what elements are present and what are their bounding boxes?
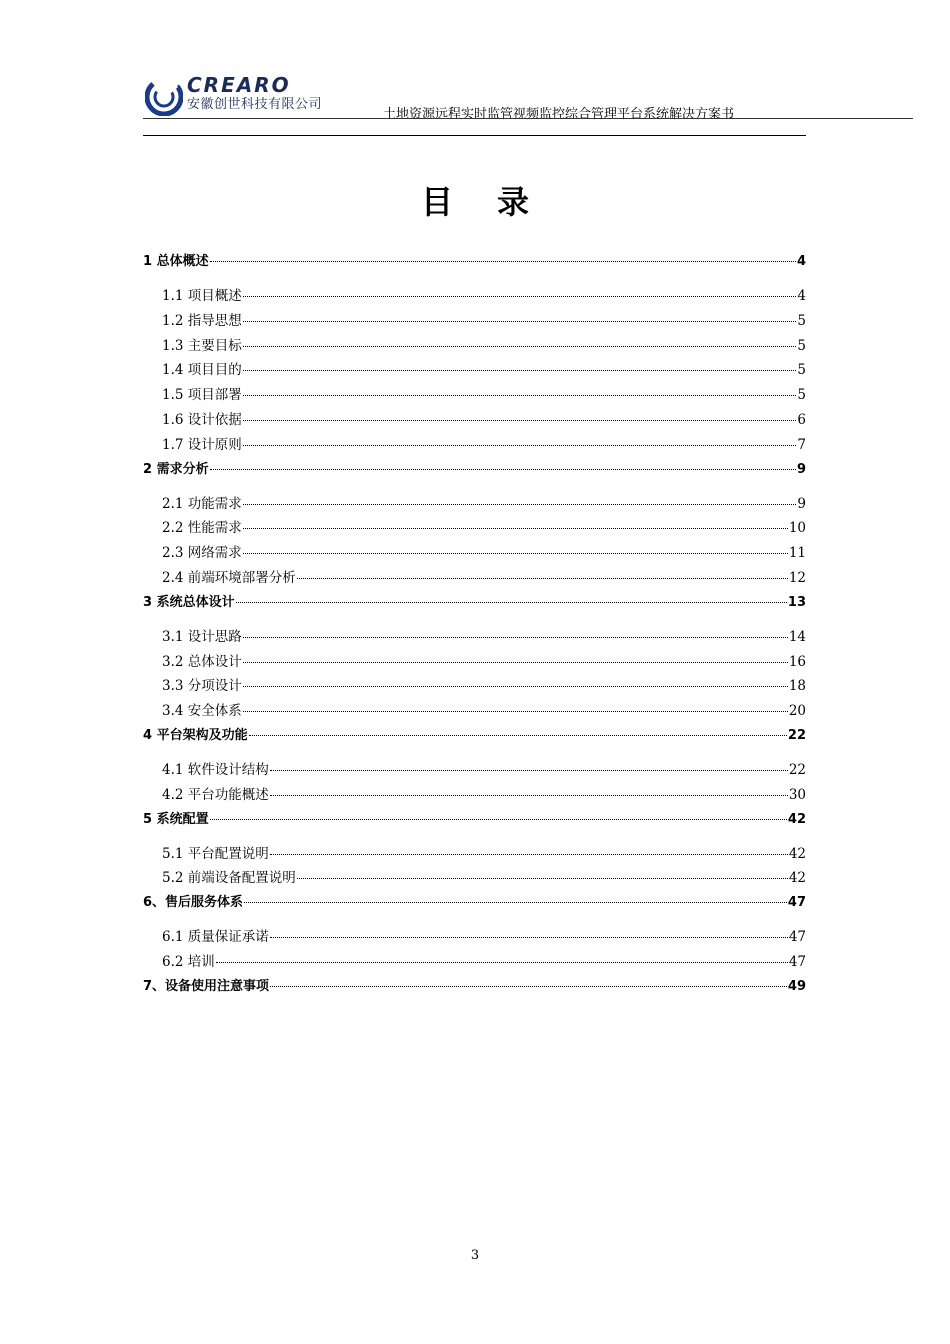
toc-entry-label: 6.2 培训 — [162, 953, 215, 970]
toc-dot-leader — [270, 937, 788, 938]
header-rule-thick — [143, 135, 806, 136]
toc-dot-leader — [297, 578, 788, 579]
toc-dot-leader — [249, 735, 787, 736]
toc-subsection-entry[interactable] — [143, 383, 806, 408]
toc-dot-leader — [243, 637, 788, 638]
toc-entry-page: 47 — [788, 929, 806, 946]
toc-dot-leader — [243, 346, 797, 347]
creaaro-logo-icon — [145, 78, 183, 116]
toc-subsection-entry[interactable] — [143, 433, 806, 458]
toc-subsection-entry[interactable] — [143, 783, 806, 808]
toc-dot-leader — [243, 553, 788, 554]
toc-entry-label: 4.2 平台功能概述 — [162, 786, 269, 803]
toc-heading: 目录 — [420, 183, 573, 221]
toc-entry-label: 2 需求分析 — [143, 461, 209, 477]
toc-entry-label: 6.1 质量保证承诺 — [162, 929, 269, 946]
toc-entry-label: 1.2 指导思想 — [162, 312, 242, 329]
toc-dot-leader — [243, 686, 788, 687]
toc-subsection-entry[interactable] — [143, 566, 806, 591]
toc-dot-leader — [210, 261, 796, 262]
toc-entry-page: 11 — [788, 545, 806, 562]
toc-entry-page: 5 — [797, 312, 806, 329]
toc-entry-page: 22 — [787, 727, 806, 743]
toc-entry-page: 4 — [797, 288, 806, 304]
toc-entry-page: 42 — [787, 811, 806, 827]
toc-entry-page: 16 — [788, 653, 806, 670]
toc-subsection-entry[interactable] — [143, 650, 806, 675]
toc-dot-leader — [210, 469, 796, 470]
toc-entry-page: 9 — [796, 461, 806, 477]
toc-entry-label: 1.1 项目概述 — [162, 288, 242, 304]
toc-entry-page: 14 — [788, 628, 806, 645]
toc-subsection-entry[interactable] — [143, 516, 806, 541]
toc-entry-label: 6、售后服务体系 — [143, 895, 244, 911]
page-header — [0, 0, 950, 140]
toc-section-entry[interactable] — [143, 975, 806, 1009]
toc-subsection-entry[interactable] — [143, 541, 806, 566]
toc-section-entry[interactable] — [143, 891, 806, 925]
toc-entry-label: 3.4 安全体系 — [162, 703, 242, 720]
toc-entry-page: 10 — [788, 520, 806, 537]
toc-entry-page: 49 — [787, 978, 806, 994]
toc-entry-label: 3.3 分项设计 — [162, 678, 242, 695]
toc-subsection-entry[interactable] — [143, 842, 806, 867]
toc-entry-page: 6 — [797, 411, 806, 428]
toc-dot-leader — [243, 420, 797, 421]
company-logo — [143, 73, 343, 116]
toc-subsection-entry[interactable] — [143, 699, 806, 724]
toc-subsection-entry[interactable] — [143, 866, 806, 891]
toc-entry-page: 30 — [788, 786, 806, 803]
toc-entry-label: 3.2 总体设计 — [162, 653, 242, 670]
logo-wordmark: CREARO — [187, 73, 291, 97]
toc-entry-page: 18 — [788, 678, 806, 695]
toc-section-entry[interactable] — [143, 250, 806, 284]
toc-entry-page: 7 — [797, 436, 806, 453]
toc-entry-label: 2.1 功能需求 — [162, 495, 242, 512]
toc-entry-page: 13 — [787, 594, 806, 610]
toc-section-entry[interactable] — [143, 458, 806, 492]
document-title: 土地资源远程实时监管视频监控综合管理平台系统解决方案书 — [383, 107, 735, 122]
toc-entry-page: 5 — [797, 337, 806, 354]
toc-entry-page: 47 — [787, 895, 806, 911]
toc-subsection-entry[interactable] — [143, 284, 806, 309]
toc-dot-leader — [243, 395, 797, 396]
toc-dot-leader — [216, 962, 788, 963]
toc-dot-leader — [243, 711, 788, 712]
toc-entry-page: 42 — [788, 845, 806, 862]
toc-dot-leader — [243, 370, 797, 371]
toc-entry-label: 7、设备使用注意事项 — [143, 978, 270, 994]
toc-dot-leader — [297, 878, 788, 879]
toc-entry-label: 3.1 设计思路 — [162, 628, 242, 645]
toc-subsection-entry[interactable] — [143, 674, 806, 699]
toc-entry-label: 1.4 项目目的 — [162, 362, 242, 379]
toc-dot-leader — [270, 795, 788, 796]
toc-entry-page: 42 — [788, 870, 806, 887]
toc-entry-page: 4 — [796, 254, 806, 269]
toc-dot-leader — [243, 662, 788, 663]
company-name: 安徽创世科技有限公司 — [187, 97, 323, 112]
toc-entry-label: 1.7 设计原则 — [162, 436, 242, 453]
toc-dot-leader — [243, 528, 788, 529]
toc-dot-leader — [270, 986, 787, 987]
toc-entry-label: 5.2 前端设备配置说明 — [162, 870, 296, 887]
toc-entry-label: 1.6 设计依据 — [162, 411, 242, 428]
toc-dot-leader — [270, 854, 788, 855]
toc-section-entry[interactable] — [143, 591, 806, 625]
toc-entry-page: 5 — [797, 362, 806, 379]
toc-entry-page: 9 — [797, 495, 806, 512]
toc-subsection-entry[interactable] — [143, 309, 806, 334]
toc-entry-label: 1.5 项目部署 — [162, 387, 242, 404]
toc-entry-label: 4 平台架构及功能 — [143, 727, 248, 743]
toc-entry-label: 1.3 主要目标 — [162, 337, 242, 354]
toc-subsection-entry[interactable] — [143, 358, 806, 383]
header-rule-thin — [143, 118, 913, 119]
toc-entry-page: 12 — [788, 569, 806, 586]
toc-dot-leader — [243, 321, 797, 322]
page-number: 3 — [470, 1248, 480, 1263]
toc-subsection-entry[interactable] — [143, 334, 806, 359]
toc-subsection-entry[interactable] — [143, 950, 806, 975]
toc-dot-leader — [243, 296, 797, 297]
toc-entry-page: 22 — [788, 761, 806, 778]
toc-subsection-entry[interactable] — [143, 408, 806, 433]
toc-dot-leader — [244, 902, 787, 903]
toc-dot-leader — [236, 602, 787, 603]
toc-entry-label: 4.1 软件设计结构 — [162, 761, 269, 778]
toc-entry-label: 5 系统配置 — [143, 811, 209, 827]
toc-subsection-entry[interactable] — [143, 925, 806, 950]
toc-dot-leader — [243, 445, 797, 446]
toc-section-entry[interactable] — [143, 724, 806, 758]
toc-entry-page: 20 — [788, 703, 806, 720]
toc-dot-leader — [243, 504, 797, 505]
toc-entry-label: 2.2 性能需求 — [162, 520, 242, 537]
toc-entry-label: 3 系统总体设计 — [143, 594, 235, 610]
toc-section-entry[interactable] — [143, 808, 806, 842]
toc-entry-page: 47 — [788, 953, 806, 970]
toc-dot-leader — [210, 819, 787, 820]
toc-entry-label: 2.3 网络需求 — [162, 545, 242, 562]
toc-entry-label: 5.1 平台配置说明 — [162, 845, 269, 862]
toc-entry-page: 5 — [797, 387, 806, 404]
table-of-contents — [143, 250, 806, 1009]
toc-entry-label: 2.4 前端环境部署分析 — [162, 569, 296, 586]
toc-entry-label: 1 总体概述 — [143, 254, 209, 269]
toc-subsection-entry[interactable] — [143, 625, 806, 650]
toc-subsection-entry[interactable] — [143, 758, 806, 783]
toc-dot-leader — [270, 770, 788, 771]
toc-subsection-entry[interactable] — [143, 492, 806, 517]
